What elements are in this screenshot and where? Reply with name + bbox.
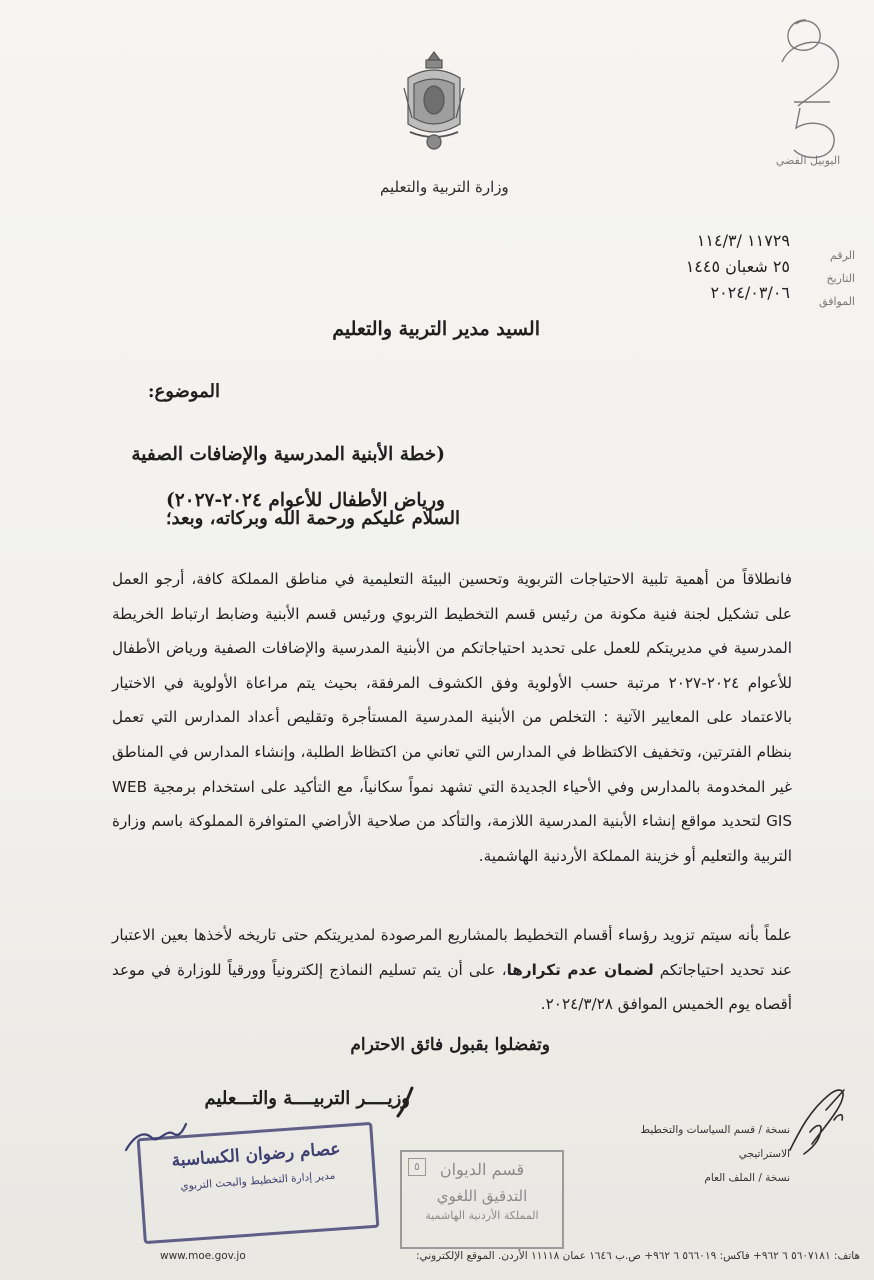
registry-stamp — [400, 1150, 564, 1249]
registry-line-2: التدقيق اللغوي — [436, 1187, 528, 1205]
ministry-name: وزارة التربية والتعليم — [380, 178, 509, 196]
greg-label: الموافق — [819, 295, 855, 308]
footer-contact — [150, 1250, 860, 1262]
ref-label: الرقم — [829, 249, 855, 262]
meta-labels — [795, 244, 855, 313]
director-name: عصام رضوان الكساسبة — [170, 1139, 342, 1171]
cc-line-1: نسخة / قسم السياسات والتخطيط الاستراتيجي — [640, 1124, 790, 1160]
body-paragraph-2 — [112, 918, 792, 1022]
subject-label: الموضوع: — [147, 381, 220, 402]
royal-crest-icon — [400, 48, 468, 158]
signature-slash-icon — [390, 1082, 420, 1122]
paragraph-2-start: علماً بأنه سيتم تزويد رؤساء أقسام التخطيط بالمشاريع المرصودة لمديريتكم حتى تاريخه لأخذها بعين الاعتبار عند تحديد احتياجاتكم — [112, 926, 792, 979]
footer-url[interactable]: www.moe.gov.jo — [160, 1250, 246, 1262]
paragraph-2-emphasis: لضمان عدم تكرارها — [506, 960, 654, 979]
director-title: مدير إدارة التخطيط والبحث التربوي — [180, 1169, 336, 1193]
date-label: التاريخ — [826, 272, 855, 285]
gregorian-date: ٢٠٢٤/٠٣/٠٦ — [710, 283, 790, 302]
subject-line-2: ورياض الأطفال للأعوام ٢٠٢٤-٢٠٢٧) — [165, 490, 445, 511]
anniversary-caption: اليوبيل الفضي — [775, 154, 841, 167]
hijri-date: ٢٥ شعبان ١٤٤٥ — [685, 257, 790, 276]
meta-values — [610, 228, 790, 306]
signer-title: وزيــــر التربيــــة والتـــعليم — [204, 1088, 410, 1109]
greeting: السلام عليكم ورحمة الله وبركاته، وبعد؛ — [165, 508, 460, 529]
registry-number: ٥ — [408, 1158, 426, 1176]
handwritten-signature-icon — [780, 1080, 860, 1160]
cc-list — [600, 1118, 790, 1190]
stamp-handwriting-icon — [120, 1120, 190, 1160]
closing: وتفضلوا بقبول فائق الاحترام — [350, 1035, 550, 1055]
footer-contact-text: هاتف: ٥٦٠٧١٨١ ٦ ٩٦٢+ فاكس: ٥٦٦٠١٩ ٦ ٩٦٢+ ص.ب ١٦٤٦ عمان ١١١١٨ الأردن. الموقع الإلكتروني: — [415, 1250, 860, 1262]
registry-line-3: المملكة الأردنية الهاشمية — [425, 1209, 539, 1222]
cc-line-2: نسخة / الملف العام — [704, 1172, 790, 1184]
subject-line-1: (خطة الأبنية المدرسية والإضافات الصفية — [131, 444, 445, 465]
body-paragraph-1: فانطلاقاً من أهمية تلبية الاحتياجات التربوية وتحسين البيئة التعليمية في مناطق المملكة كافة، أرجو العمل على تشكيل لجنة فنية مكونة من رئيس قسم التخطيط التربوي ورئيس قسم الأبنية وضابط ارتباط الخريطة المدرسية في مديريتكم للعمل على تحديد احتياجاتكم من الأبنية المدرسية والإضافات الصفية ورياض الأطفال للأعوام ٢٠٢٤-٢٠٢٧ مرتبة حسب الأولوية وفق الكشوف المرفقة، بحيث يتم مراعاة الأولوية في الاختيار بالاعتماد على المعايير الآتية : التخلص من الأبنية المدرسية المستأجرة وتقليص أعداد المدارس التي تعمل بنظام الفترتين، وتخفيف الاكتظاظ في المدارس التي تعاني من اكتظاظ الطلبة، وإنشاء المدارس في المناطق غير المخدومة بالمدارس وفي الأحياء الجديدة التي تشهد نمواً سكانياً، مع التأكيد على استخدام برمجية WEB GIS لتحديد مواقع إنشاء الأبنية المدرسية اللازمة، والتأكد من صلاحية الأراضي المتوافرة المملوكة باسم وزارة التربية والتعليم أو خزينة المملكة الأردنية الهاشمية. — [112, 570, 792, 865]
addressee: السيد مدير التربية والتعليم — [332, 318, 540, 340]
anniversary-emblem-icon — [760, 12, 856, 172]
ref-number: ١١٧٢٩ /١١٤/٣ — [696, 231, 790, 250]
paragraph-2-end: ، على أن يتم تسليم النماذج إلكترونياً وورقياً للوزارة في موعد أقصاه يوم الخميس الموافق ٢٠٢٤/٣/٢٨. — [112, 960, 792, 1014]
registry-line-1: قسم الديوان — [439, 1160, 525, 1179]
